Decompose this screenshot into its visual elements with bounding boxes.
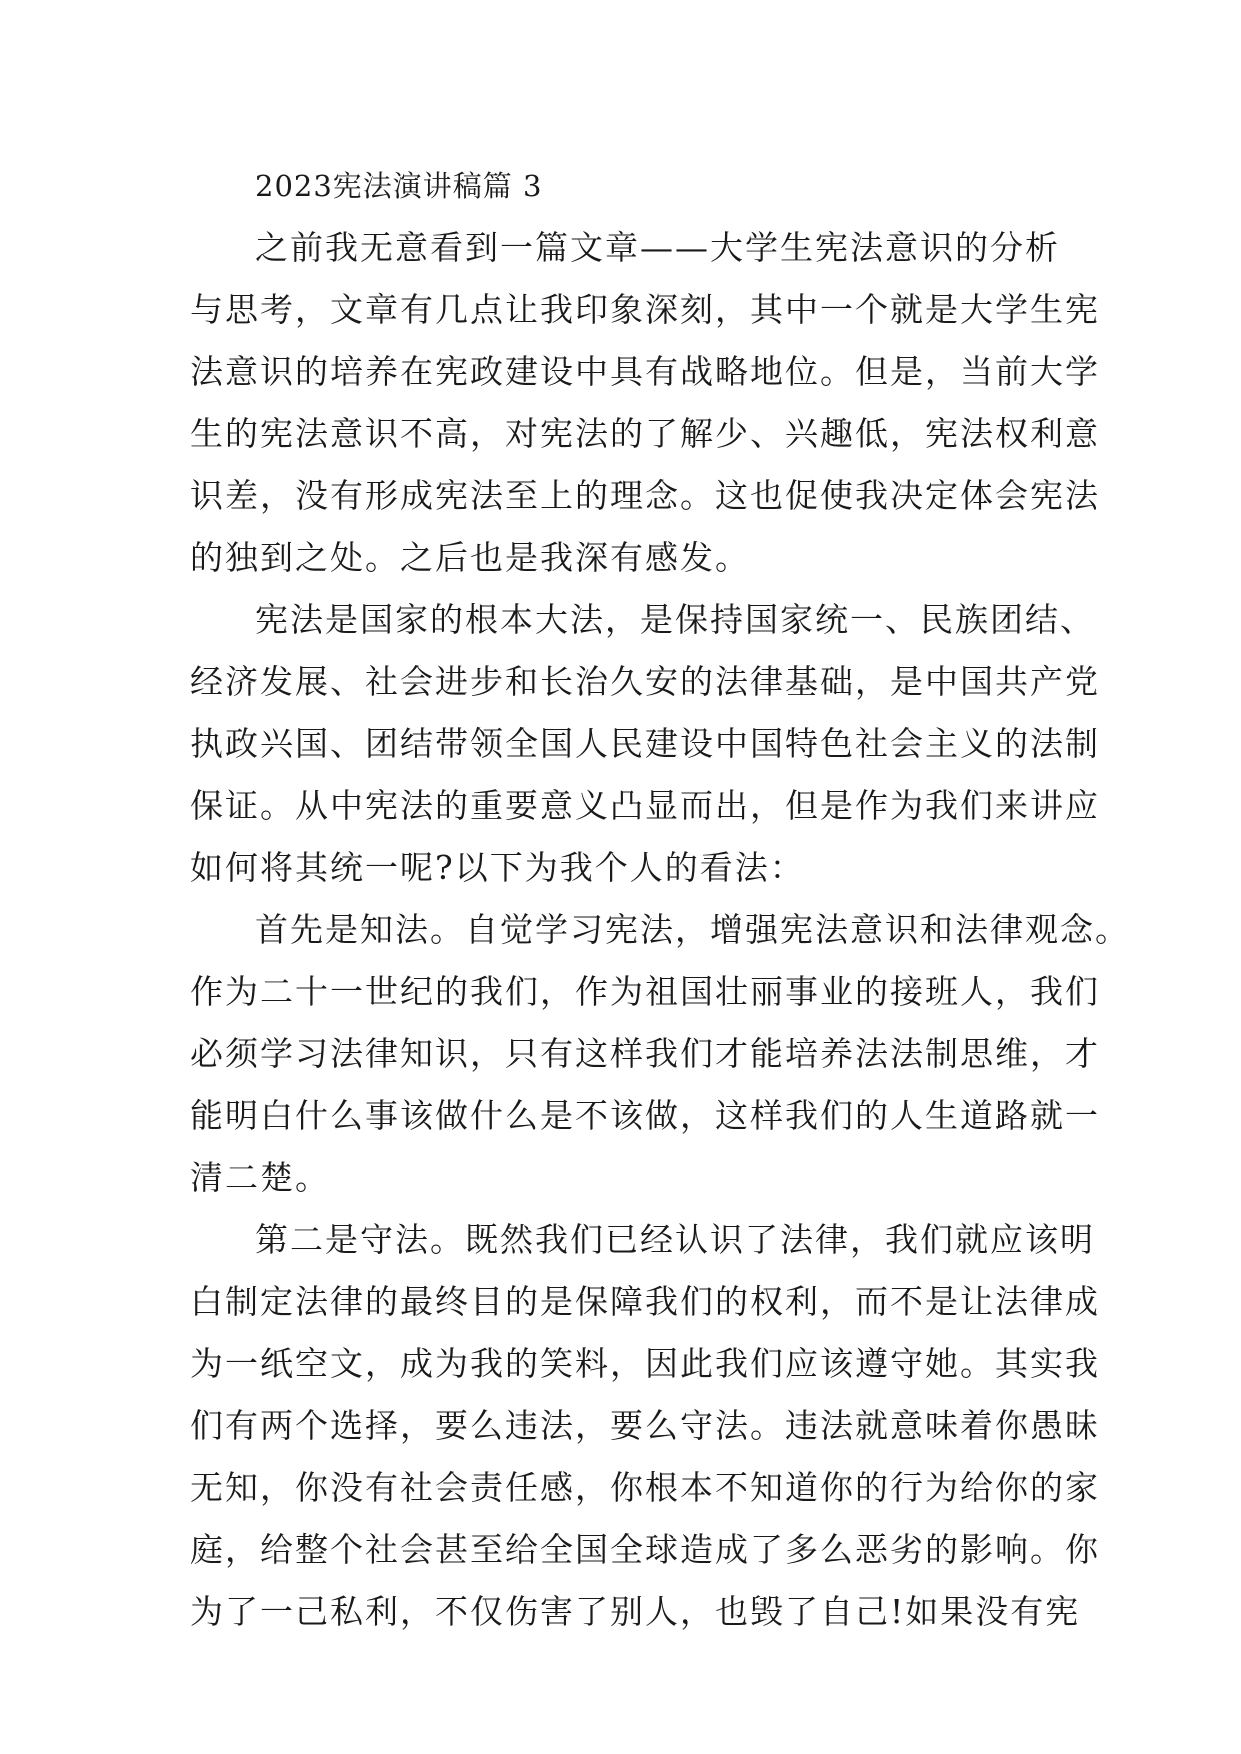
paragraph-line: 如何将其统一呢?以下为我个人的看法： [190, 848, 805, 887]
paragraph-line: 与思考，文章有几点让我印象深刻，其中一个就是大学生宪 [190, 290, 1100, 329]
paragraph-line: 保证。从中宪法的重要意义凸显而出，但是作为我们来讲应 [190, 786, 1100, 825]
paragraph-line: 们有两个选择，要么违法，要么守法。违法就意味着你愚昧 [190, 1406, 1100, 1445]
paragraph-line: 执政兴国、团结带领全国人民建设中国特色社会主义的法制 [190, 724, 1100, 763]
paragraph-line: 必须学习法律知识，只有这样我们才能培养法法制思维，才 [190, 1034, 1100, 1073]
paragraph-line: 庭，给整个社会甚至给全国全球造成了多么恶劣的影响。你 [190, 1530, 1100, 1569]
paragraph-line: 为了一己私利，不仅伤害了别人，也毁了自己!如果没有宪 [190, 1592, 1081, 1631]
document-title: 2023宪法演讲稿篇 3 [255, 169, 543, 203]
paragraph-line: 的独到之处。之后也是我深有感发。 [190, 538, 750, 577]
paragraph-line: 法意识的培养在宪政建设中具有战略地位。但是，当前大学 [190, 352, 1100, 391]
paragraph-line: 能明白什么事该做什么是不该做，这样我们的人生道路就一 [190, 1096, 1100, 1135]
paragraph-line: 宪法是国家的根本大法，是保持国家统一、民族团结、 [255, 600, 1095, 639]
paragraph-line: 无知，你没有社会责任感，你根本不知道你的行为给你的家 [190, 1468, 1100, 1507]
paragraph-line: 清二楚。 [190, 1158, 330, 1197]
paragraph-line: 经济发展、社会进步和长治久安的法律基础，是中国共产党 [190, 662, 1100, 701]
paragraph-line: 之前我无意看到一篇文章——大学生宪法意识的分析 [255, 228, 1060, 267]
paragraph-line: 第二是守法。既然我们已经认识了法律，我们就应该明 [255, 1220, 1095, 1259]
paragraph-line: 为一纸空文，成为我的笑料，因此我们应该遵守她。其实我 [190, 1344, 1100, 1383]
paragraph-line: 作为二十一世纪的我们，作为祖国壮丽事业的接班人，我们 [190, 972, 1100, 1011]
paragraph-line: 识差，没有形成宪法至上的理念。这也促使我决定体会宪法 [190, 476, 1100, 515]
paragraph-line: 首先是知法。自觉学习宪法，增强宪法意识和法律观念。 [255, 910, 1130, 949]
paragraph-line: 生的宪法意识不高，对宪法的了解少、兴趣低，宪法权利意 [190, 414, 1100, 453]
paragraph-line: 白制定法律的最终目的是保障我们的权利，而不是让法律成 [190, 1282, 1100, 1321]
